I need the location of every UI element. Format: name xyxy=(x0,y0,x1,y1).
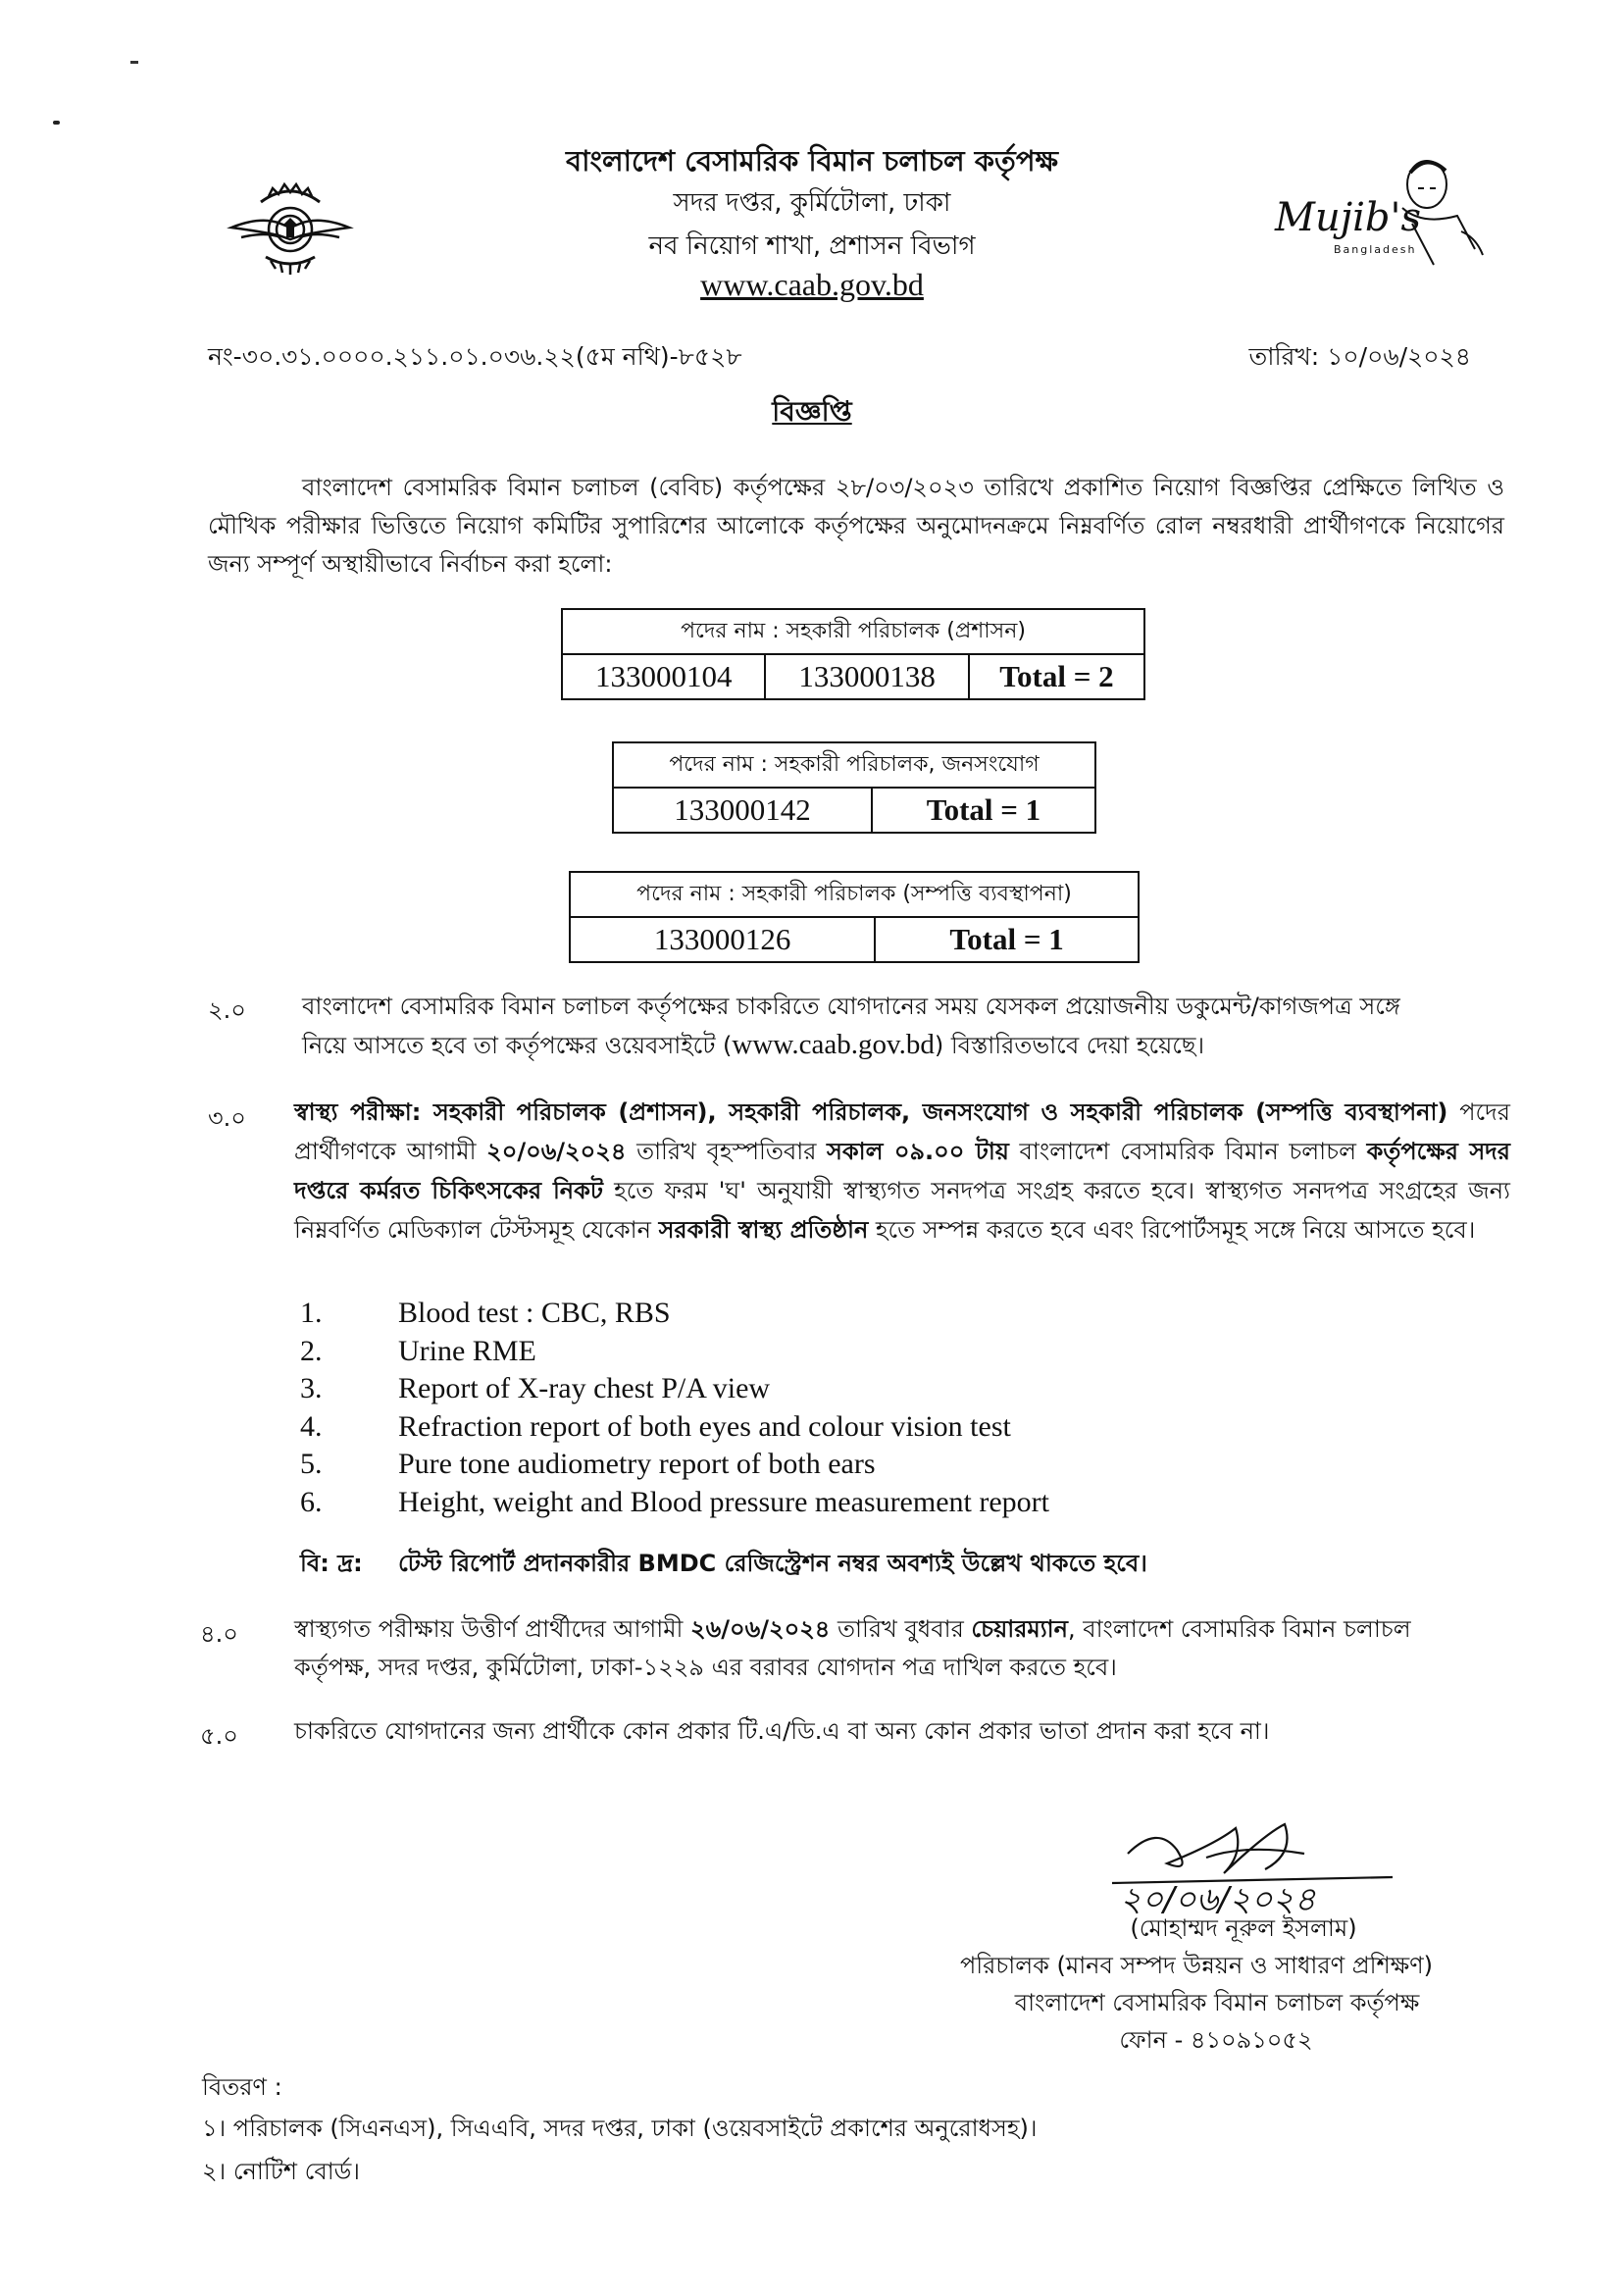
signatory-phone: ফোন - ৪১০৯১০৫২ xyxy=(1119,2026,1313,2054)
list-item: 1. Blood test : CBC, RBS xyxy=(300,1297,671,1329)
memo-date: তারিখ: ১০/০৬/২০২৪ xyxy=(1248,342,1471,371)
org-name: বাংলাদেশ বেসামরিক বিমান চলাচল কর্তৃপক্ষ xyxy=(565,144,1058,178)
distribution-item: ১। পরিচালক (সিএনএস), সিএএবি, সদর দপ্তর, ঢাকা (ওয়েবসাইটে প্রকাশের অনুরোধসহ)। xyxy=(202,2115,1038,2142)
svg-text:Mujib's: Mujib's xyxy=(1275,195,1422,240)
roll-total: Total = 1 xyxy=(872,788,1095,833)
medical-test-list xyxy=(300,1297,1049,1523)
section-2-text: বাংলাদেশ বেসামরিক বিমান চলাচল কর্তৃপক্ষের চাকরিতে যোগদানের সময় যেসকল প্রয়োজনীয় ডকুমেন্ট/কাগজপত্র সঙ্গে নিয়ে আসতে হবে তা কর্তৃপক্ষের ওয়েবসাইটে (www.caab.gov.bd) বিস্তারিতভাবে দেয়া হয়েছে। xyxy=(302,993,1400,1060)
section-5-text: চাকরিতে যোগদানের জন্য প্রার্থীকে কোন প্রকার টি.এ/ডি.এ বা অন্য কোন প্রকার ভাতা প্রদান করা হবে না। xyxy=(294,1717,1270,1745)
section-4-text: স্বাস্থ্যগত পরীক্ষায় উত্তীর্ণ প্রার্থীদের আগামী ২৬/০৬/২০২৪ তারিখ বুধবার চেয়ারম্যান, বাংলাদেশ বেসামরিক বিমান চলাচল কর্তৃপক্ষ, সদর দপ্তর, কুর্মিটোলা, ঢাকা-১২২৯ এর বরাবর যোগদান পত্র দাখিল করতে হবে। xyxy=(294,1615,1411,1681)
roll-number: 133000104 xyxy=(562,654,765,699)
roll-number: 133000126 xyxy=(570,917,875,962)
roll-number: 133000138 xyxy=(765,654,968,699)
distribution-item: ২। নোটিশ বোর্ড। xyxy=(202,2158,360,2185)
memo-number: নং-৩০.৩১.০০০০.২১১.০১.০৩৬.২২(৫ম নথি)-৮৫২৮ xyxy=(208,342,742,371)
signatory-org: বাংলাদেশ বেসামরিক বিমান চলাচল কর্তৃপক্ষ xyxy=(1014,1989,1420,2016)
signatory-name: (মোহাম্মদ নূরুল ইসলাম) xyxy=(1130,1914,1357,1942)
org-branch: নব নিয়োগ শাখা, প্রশাসন বিভাগ xyxy=(648,231,976,261)
note-label: বি: দ্র: xyxy=(300,1550,363,1577)
roll-total: Total = 1 xyxy=(875,917,1139,962)
distribution-heading: বিতরণ : xyxy=(202,2073,282,2101)
website-link[interactable]: www.caab.gov.bd xyxy=(700,267,924,302)
post-name: পদের নাম : সহকারী পরিচালক, জনসংযোগ xyxy=(613,742,1095,788)
notice-title: বিজ্ঞপ্তি xyxy=(772,395,852,428)
section-number: ২.০ xyxy=(208,996,246,1024)
org-address: সদর দপ্তর, কুর্মিটোলা, ঢাকা xyxy=(673,188,951,218)
intro-paragraph: বাংলাদেশ বেসামরিক বিমান চলাচল (বেবিচ) কর্তৃপক্ষের ২৮/০৩/২০২৩ তারিখে প্রকাশিত নিয়োগ বিজ্ঞপ্তির প্রেক্ষিতে লিখিত ও মৌখিক পরীক্ষার ভিত্তিতে নিয়োগ কমিটির সুপারিশের আলোকে কর্তৃপক্ষের অনুমোদনক্রমে নিম্নবর্ণিত রোল নম্বরধারী প্রার্থীগণকে নিয়োগের জন্য সম্পূর্ণ অস্থায়ীভাবে নির্বাচন করা হলো: xyxy=(208,474,1504,578)
scan-mark xyxy=(130,61,138,64)
health-check-heading: স্বাস্থ্য পরীক্ষা: সহকারী পরিচালক (প্রশাসন), সহকারী পরিচালক, জনসংযোগ ও সহকারী পরিচালক (সম্পত্তি ব্যবস্থাপনা) xyxy=(294,1098,1448,1126)
list-item: 3. Report of X-ray chest P/A view xyxy=(300,1372,771,1404)
scan-mark xyxy=(53,121,60,125)
list-item: 6. Height, weight and Blood pressure measurement report xyxy=(300,1485,1049,1518)
roll-total: Total = 2 xyxy=(969,654,1144,699)
roll-number: 133000142 xyxy=(613,788,872,833)
svg-text:২০/০৬/২০২৪: ২০/০৬/২০২৪ xyxy=(1120,1880,1316,1919)
note-text: টেস্ট রিপোর্ট প্রদানকারীর BMDC রেজিস্ট্রেশন নম্বর অবশ্যই উল্লেখ থাকতে হবে। xyxy=(398,1550,1147,1577)
roll-table-pr xyxy=(612,741,1096,834)
website-inline-link[interactable]: www.caab.gov.bd xyxy=(732,1029,935,1060)
section-number: ৫.০ xyxy=(200,1722,238,1750)
post-name: পদের নাম : সহকারী পরিচালক (প্রশাসন) xyxy=(562,609,1144,654)
post-name: পদের নাম : সহকারী পরিচালক (সম্পত্তি ব্যবস্থাপনা) xyxy=(570,872,1139,917)
svg-text:Bangladesh: Bangladesh xyxy=(1334,243,1417,256)
list-item: 4. Refraction report of both eyes and colour vision test xyxy=(300,1409,1011,1443)
section-number: ৩.০ xyxy=(208,1104,246,1132)
section-number: ৪.০ xyxy=(200,1620,238,1648)
roll-table-estate xyxy=(569,871,1140,963)
list-item: 5. Pure tone audiometry report of both ears xyxy=(300,1448,876,1480)
signatory-designation: পরিচালক (মানব সম্পদ উন্নয়ন ও সাধারণ প্রশিক্ষণ) xyxy=(959,1952,1434,1979)
list-item: 2. Urine RME xyxy=(300,1334,536,1367)
roll-table-admin xyxy=(561,608,1145,700)
section-3-text: স্বাস্থ্য পরীক্ষা: সহকারী পরিচালক (প্রশাসন), সহকারী পরিচালক, জনসংযোগ ও সহকারী পরিচালক (সম্পত্তি ব্যবস্থাপনা) পদের প্রার্থীগণকে আগামী ২০/০৬/২০২৪ তারিখ বৃহস্পতিবার সকাল ০৯.০০ টায় বাংলাদেশ বেসামরিক বিমান চলাচল কর্তৃপক্ষের সদর দপ্তরে কর্মরত চিকিৎসকের নিকট হতে ফরম 'ঘ' অনুযায়ী স্বাস্থ্যগত সনদপত্র সংগ্রহ করতে হবে। স্বাস্থ্যগত সনদপত্র সংগ্রহের জন্য নিম্নবর্ণিত মেডিক্যাল টেস্টসমূহ যেকোন সরকারী স্বাস্থ্য প্রতিষ্ঠান হতে সম্পন্ন করতে হবে এবং রিপোর্টসমূহ সঙ্গে নিয়ে আসতে হবে। xyxy=(294,1098,1510,1244)
